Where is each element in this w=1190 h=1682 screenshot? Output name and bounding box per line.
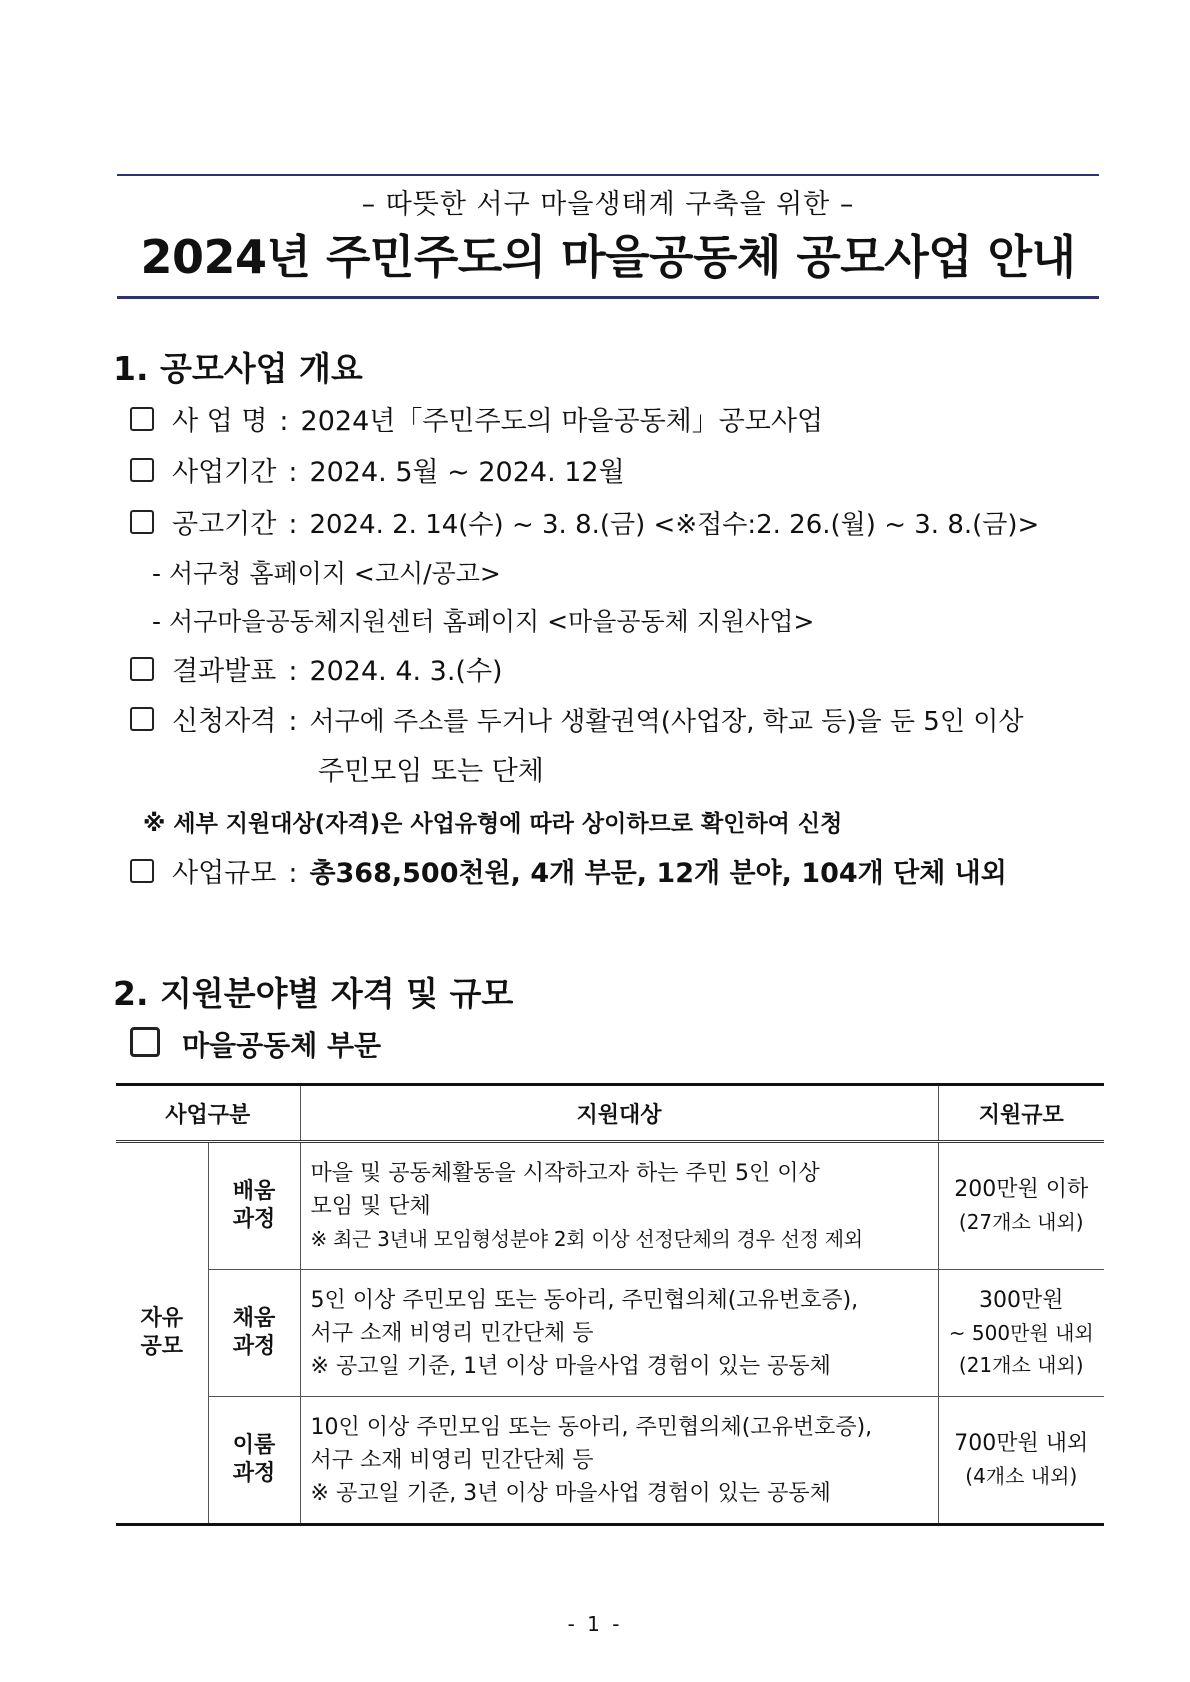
target-line: 10인 이상 주민모임 또는 동아리, 주민협의체(고유번호증), bbox=[310, 1414, 873, 1440]
target-cell bbox=[300, 1142, 938, 1270]
notice-period-line: 공고기간 : 2024. 2. 14(수) ~ 3. 8.(금) <※접수:2. 26.(월) ~ 3. 8.(금)> bbox=[130, 507, 1039, 543]
checkbox-icon bbox=[130, 657, 154, 681]
notice-channel-1: - 서구청 홈페이지 <고시/공고> bbox=[152, 559, 501, 588]
title-block bbox=[117, 174, 1099, 299]
section2-subheading: 마을공동체 부문 bbox=[182, 1029, 382, 1062]
notice-period-label: 공고기간 bbox=[172, 509, 277, 540]
project-period-line: 사업기간 : 2024. 5월 ~ 2024. 12월 bbox=[130, 455, 625, 491]
category-cell bbox=[116, 1142, 208, 1525]
page-title: 2024년 주민주도의 마을공동체 공모사업 안내 bbox=[140, 230, 1076, 284]
target-note: ※ 공고일 기준, 1년 이상 마을사업 경험이 있는 공동체 bbox=[310, 1353, 831, 1379]
section2-heading: 2. 지원분야별 자격 및 규모 bbox=[113, 974, 514, 1013]
target-line: 서구 소재 비영리 민간단체 등 bbox=[310, 1447, 594, 1473]
course-cell bbox=[208, 1142, 300, 1270]
project-name-label: 사 업 명 bbox=[172, 406, 268, 437]
scale-sub: (4개소 내외) bbox=[965, 1464, 1078, 1488]
course-label: 배움 과정 bbox=[232, 1179, 276, 1232]
scale-value: 총368,500천원, 4개 부문, 12개 분야, 104개 단체 내외 bbox=[309, 858, 1007, 889]
checkbox-icon bbox=[130, 1027, 160, 1057]
result-label: 결과발표 bbox=[172, 656, 277, 687]
table-row bbox=[116, 1142, 1104, 1270]
notice-channel-2: - 서구마을공동체지원센터 홈페이지 <마을공동체 지원사업> bbox=[152, 607, 815, 636]
scale-label: 사업규모 bbox=[172, 858, 277, 889]
table-row bbox=[116, 1270, 1104, 1397]
header-category: 사업구분 bbox=[116, 1085, 300, 1142]
header-target: 지원대상 bbox=[300, 1085, 938, 1142]
target-line: 모임 및 단체 bbox=[310, 1193, 431, 1219]
scale-main-2: ~ 500만원 내외 bbox=[948, 1321, 1094, 1345]
course-label: 채움 과정 bbox=[232, 1306, 276, 1359]
project-period-label: 사업기간 bbox=[172, 457, 277, 488]
target-line: 5인 이상 주민모임 또는 동아리, 주민협의체(고유번호증), bbox=[310, 1287, 859, 1313]
table-header-row bbox=[116, 1085, 1104, 1142]
scale-cell bbox=[938, 1397, 1104, 1525]
section1-heading: 1. 공모사업 개요 bbox=[113, 349, 363, 388]
eligibility-value-line2: 주민모임 또는 단체 bbox=[318, 756, 544, 787]
course-label: 이룸 과정 bbox=[232, 1433, 276, 1486]
table-row bbox=[116, 1397, 1104, 1525]
section2-subheading-line bbox=[130, 1027, 381, 1065]
target-note: ※ 공고일 기준, 3년 이상 마을사업 경험이 있는 공동체 bbox=[310, 1480, 831, 1506]
course-cell bbox=[208, 1397, 300, 1525]
checkbox-icon bbox=[130, 510, 154, 534]
scale-line: 사업규모 : 총368,500천원, 4개 부문, 12개 분야, 104개 단체 내외 bbox=[130, 856, 1007, 892]
page-number: - 1 - bbox=[567, 1612, 623, 1636]
scale-cell bbox=[938, 1142, 1104, 1270]
title-top-rule bbox=[117, 174, 1099, 176]
checkbox-icon bbox=[130, 707, 154, 731]
target-note: ※ 최근 3년내 모임형성분야 2회 이상 선정단체의 경우 선정 제외 bbox=[310, 1226, 863, 1251]
support-table bbox=[116, 1083, 1104, 1526]
scale-main: 300만원 bbox=[979, 1288, 1064, 1313]
scale-main: 700만원 내외 bbox=[954, 1431, 1089, 1456]
checkbox-icon bbox=[130, 458, 154, 482]
header-scale: 지원규모 bbox=[938, 1085, 1104, 1142]
notice-period-value: 2024. 2. 14(수) ~ 3. 8.(금) <※접수:2. 26.(월) ~ 3. 8.(금)> bbox=[309, 510, 1040, 540]
scale-sub: (27개소 내외) bbox=[958, 1210, 1084, 1234]
result-line: 결과발표 : 2024. 4. 3.(수) bbox=[130, 654, 503, 690]
scale-main: 200만원 이하 bbox=[954, 1177, 1089, 1202]
checkbox-icon bbox=[130, 859, 154, 883]
project-name-line: 사 업 명 : 2024년「주민주도의 마을공동체」공모사업 bbox=[130, 404, 823, 440]
target-line: 서구 소재 비영리 민간단체 등 bbox=[310, 1320, 594, 1346]
scale-cell bbox=[938, 1270, 1104, 1397]
subtitle: – 따뜻한 서구 마을생태계 구축을 위한 – bbox=[361, 189, 855, 220]
scale-sub: (21개소 내외) bbox=[958, 1353, 1084, 1377]
target-cell bbox=[300, 1397, 938, 1525]
target-cell bbox=[300, 1270, 938, 1397]
eligibility-label: 신청자격 bbox=[172, 706, 277, 737]
checkbox-icon bbox=[130, 407, 154, 431]
eligibility-line: 신청자격 : 서구에 주소를 두거나 생활권역(사업장, 학교 등)을 둔 5인 이상 bbox=[130, 704, 1023, 740]
result-value: 2024. 4. 3.(수) bbox=[309, 656, 503, 687]
eligibility-note: ※ 세부 지원대상(자격)은 사업유형에 따라 상이하므로 확인하여 신청 bbox=[143, 811, 843, 837]
target-line: 마을 및 공동체활동을 시작하고자 하는 주민 5인 이상 bbox=[310, 1160, 820, 1186]
project-name-value: 2024년「주민주도의 마을공동체」공모사업 bbox=[300, 406, 824, 437]
project-period-value: 2024. 5월 ~ 2024. 12월 bbox=[309, 457, 625, 488]
eligibility-value: 서구에 주소를 두거나 생활권역(사업장, 학교 등)을 둔 5인 이상 bbox=[309, 707, 1024, 737]
title-bottom-rule bbox=[117, 296, 1099, 299]
category-label: 자유 공모 bbox=[140, 1306, 183, 1359]
course-cell bbox=[208, 1270, 300, 1397]
